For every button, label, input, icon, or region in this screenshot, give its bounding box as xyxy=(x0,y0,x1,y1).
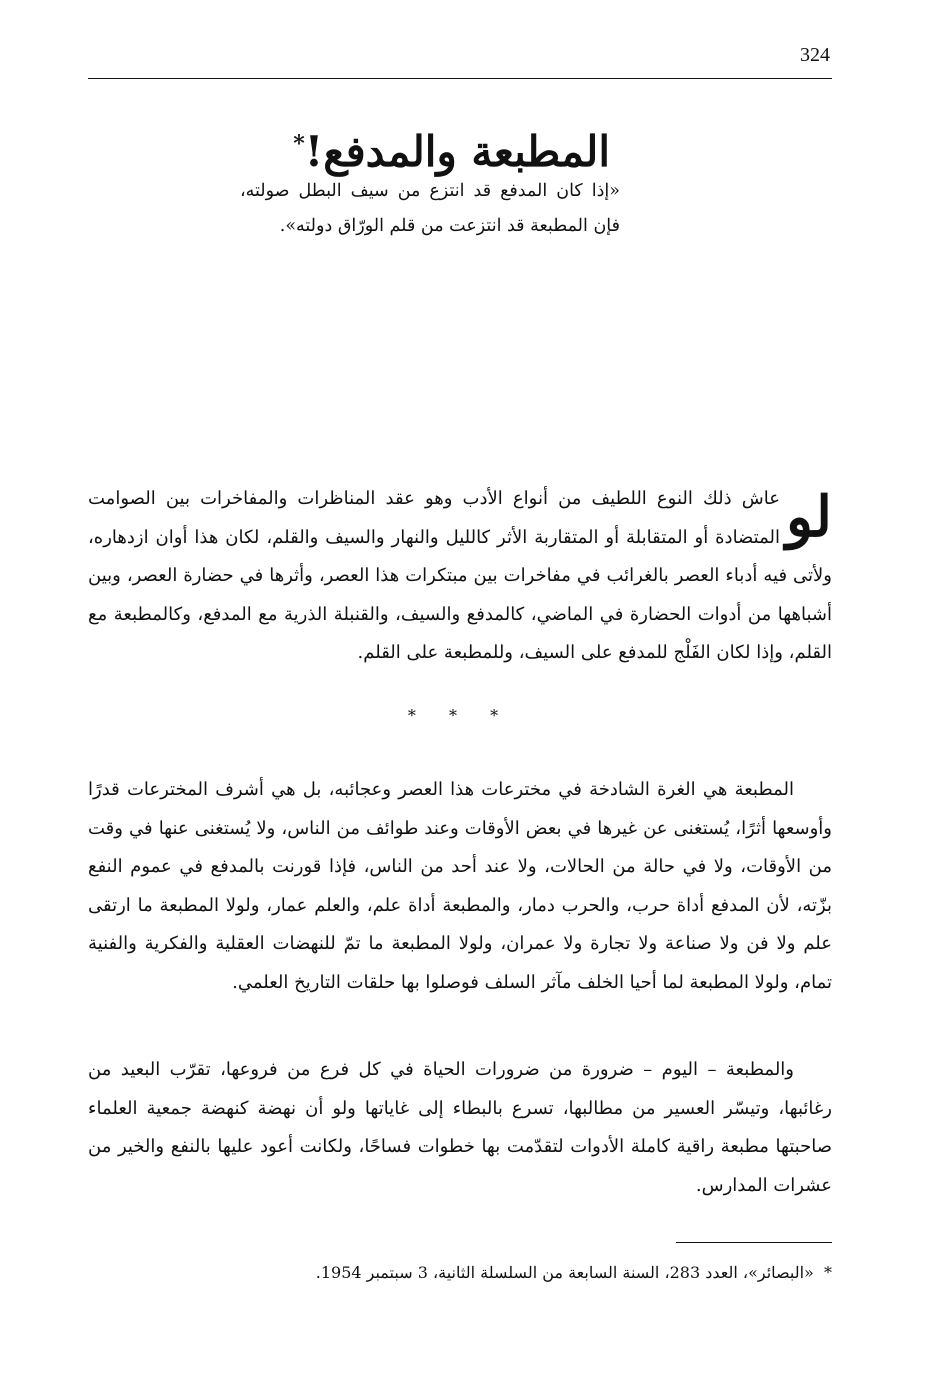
page-number: 324 xyxy=(800,44,830,66)
header-rule xyxy=(88,78,832,79)
title-text: المطبعة والمدفع! xyxy=(304,127,610,176)
section-separator: * * * xyxy=(407,706,513,725)
footnote xyxy=(200,1255,832,1291)
title-footnote-marker: * xyxy=(293,131,305,157)
epigraph: «إذا كان المدفع قد انتزع من سيف البطل صولته، فإن المطبعة قد انتزعت من قلم الورّاق دولته». xyxy=(240,181,620,236)
drop-cap: لو xyxy=(786,484,832,550)
footnote-marker: * xyxy=(824,1263,832,1282)
intro-paragraph xyxy=(88,480,832,673)
intro-text: عاش ذلك النوع اللطيف من أنواع الأدب وهو عقد المناظرات والمفاخرات بين الصوامت المتضادة أو المتقابلة أو المتقاربة الأثر كالليل والنهار والسيف والقلم، لكان هذا أوان ازدهاره، ولأتى فيه أدباء العصر بالغرائب في مفاخرات بين مبتكرات هذا العصر، وأثرها في حضارة العصر، وبين أشباهها من أدوات الحضارة في الماضي، كالمدفع والسيف، والقنبلة الذرية مع المدفع، وكالمطبعة مع القلم، وإذا لكان الفَلْج للمدفع على السيف، وللمطبعة على القلم. xyxy=(88,488,832,663)
body-paragraph-1: المطبعة هي الغرة الشادخة في مخترعات هذا العصر وعجائبه، بل هي أشرف المخترعات قدرًا وأوسعها أثرًا، يُستغنى عن غيرها في بعض الأوقات وعند طوائف من الناس، ولا يُستغنى عنها في وقت من الأوقات، ولا في حالة من الحالات، ولا عند أحد من الناس، فإذا قورنت بالمدفع في عموم النفع بزّته، لأن المدفع أداة حرب، والحرب دمار، والمطبعة أداة علم، والعلم عمار، ولولا المطبعة ما ارتقى علم ولا فن ولا صناعة ولا تجارة ولا عمران، ولولا المطبعة ما تمّ للنهضات العقلية والفكرية والفنية تمام، ولولا المطبعة لما أحيا الخلف مآثر السلف فوصلوا بها حلقات التاريخ العلمي. xyxy=(88,779,832,993)
footnote-text: «البصائر»، العدد 283، السنة السابعة من السلسلة الثانية، 3 سبتمبر 1954. xyxy=(315,1263,814,1282)
footnote-rule xyxy=(676,1242,832,1243)
body-paragraph-2: والمطبعة – اليوم – ضرورة من ضرورات الحياة في كل فرع من فروعها، تقرّب البعيد من رغائبها، وتيسّر العسير من مطالبها، تسرع بالبطاء إلى غاياتها ولو أن نهضة كنهضة جمعية العلماء صاحبتها مطبعة راقية كاملة الأدوات لتقدّمت بها خطوات فساحًا، ولكانت أعود عليها بالنفع والخير من عشرات المدارس. xyxy=(88,1059,832,1196)
